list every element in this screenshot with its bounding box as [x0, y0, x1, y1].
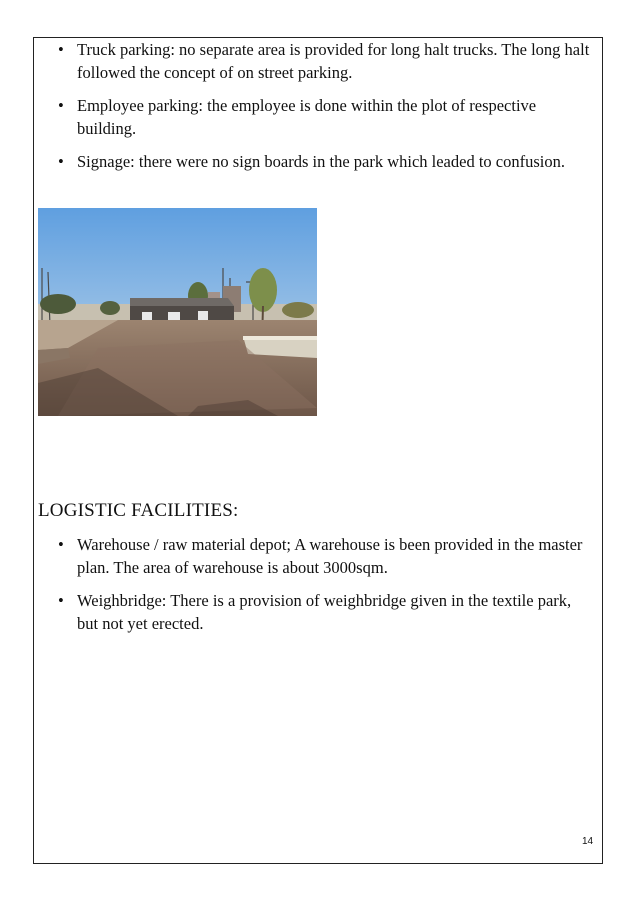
parking-bullet-list: [55, 38, 595, 183]
bullet-icon: •: [58, 40, 64, 59]
bullet-text: Signage: there were no sign boards in the park which leaded to confusion.: [77, 152, 565, 171]
bullet-text: Employee parking: the employee is done within the plot of respective building.: [77, 96, 537, 138]
bullet-text: Truck parking: no separate area is provided for long halt trucks. The long halt followed the concept of on street parking.: [77, 40, 590, 82]
list-item: [55, 94, 595, 140]
section-heading-logistic: LOGISTIC FACILITIES:: [38, 500, 239, 521]
logistic-bullet-list: [55, 533, 595, 645]
bullet-icon: •: [58, 152, 64, 171]
photo-parking-area-icon: [38, 208, 317, 416]
page-number: 14: [582, 836, 594, 847]
bullet-icon: •: [58, 591, 64, 610]
bullet-icon: •: [58, 96, 64, 115]
bullet-text: Weighbridge: There is a provision of weighbridge given in the textile park, but not yet erected.: [77, 591, 572, 633]
parking-area-photo: [38, 208, 317, 416]
list-item: [55, 533, 595, 579]
bullet-text: Warehouse / raw material depot; A warehouse is been provided in the master plan. The area of warehouse is about 3000sqm.: [77, 535, 583, 577]
list-item: [55, 589, 595, 635]
list-item: [55, 38, 595, 84]
list-item: [55, 150, 595, 173]
bullet-icon: •: [58, 535, 64, 554]
